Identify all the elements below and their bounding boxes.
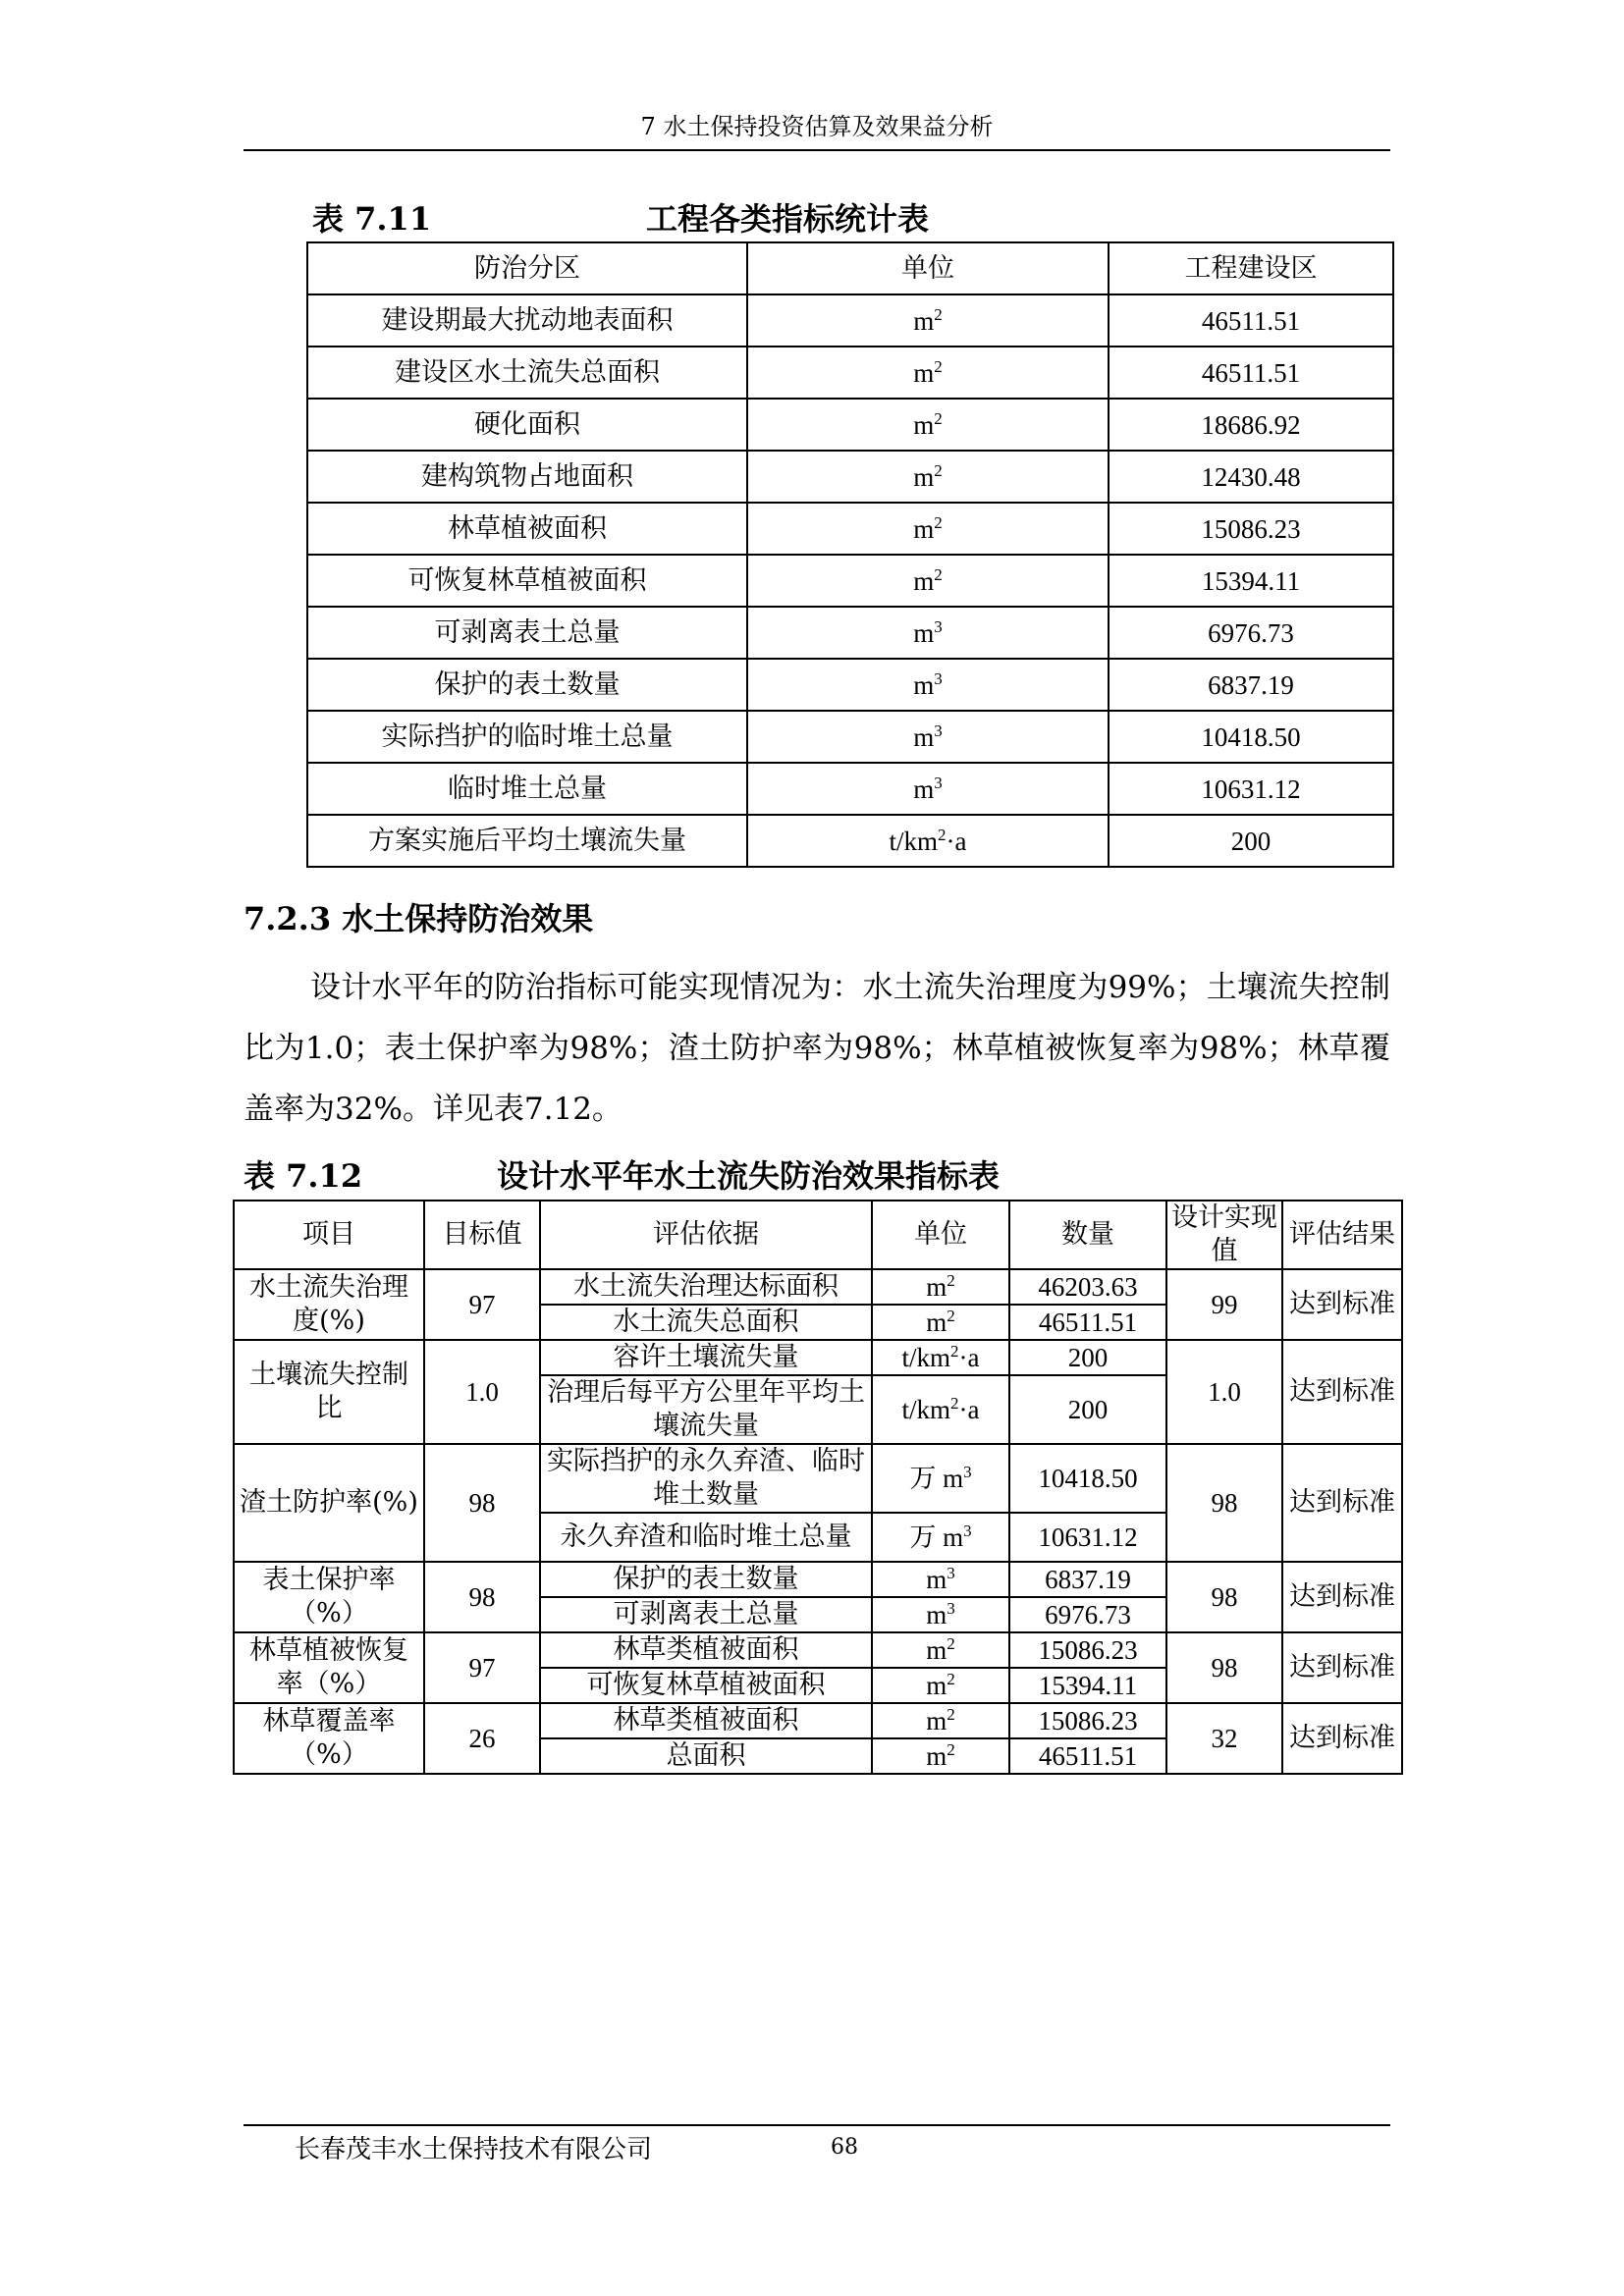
basis-quantity: 15086.23 bbox=[1009, 1703, 1166, 1738]
basis-quantity: 46511.51 bbox=[1009, 1738, 1166, 1774]
header-rule bbox=[244, 149, 1390, 151]
table-711-row bbox=[307, 659, 1393, 711]
unit-base: m bbox=[913, 409, 935, 440]
table-711 bbox=[306, 241, 1394, 868]
evaluation-basis: 水土流失总面积 bbox=[540, 1305, 872, 1340]
unit-base: m bbox=[926, 1308, 947, 1337]
page-number: 68 bbox=[831, 2135, 858, 2160]
unit-base: t/km bbox=[901, 1343, 951, 1372]
table-711-row bbox=[307, 555, 1393, 607]
basis-quantity: 6976.73 bbox=[1009, 1597, 1166, 1632]
indicator-unit bbox=[747, 659, 1109, 711]
unit-base: m bbox=[926, 1706, 947, 1735]
footer-rule bbox=[244, 2124, 1390, 2126]
basis-quantity: 6837.19 bbox=[1009, 1562, 1166, 1597]
unit-base: m bbox=[913, 565, 935, 596]
indicator-value: 18686.92 bbox=[1109, 399, 1393, 451]
indicator-unit bbox=[747, 347, 1109, 399]
table-711-row bbox=[307, 763, 1393, 815]
evaluation-basis: 可恢复林草植被面积 bbox=[540, 1668, 872, 1703]
basis-unit bbox=[872, 1597, 1009, 1632]
basis-quantity: 15394.11 bbox=[1009, 1668, 1166, 1703]
table-711-row bbox=[307, 451, 1393, 503]
basis-quantity: 46511.51 bbox=[1009, 1305, 1166, 1340]
unit-exponent: 3 bbox=[947, 1564, 955, 1582]
design-value: 32 bbox=[1166, 1703, 1282, 1774]
table-712-row bbox=[234, 1703, 1402, 1738]
unit-base: m bbox=[913, 669, 935, 700]
table-711-header-zone: 防治分区 bbox=[307, 242, 747, 294]
unit-base: m bbox=[913, 513, 935, 544]
table-712-header-row bbox=[234, 1201, 1402, 1269]
evaluation-result: 达到标准 bbox=[1282, 1632, 1402, 1703]
metric-target: 1.0 bbox=[424, 1340, 540, 1444]
metric-item: 林草覆盖率（%） bbox=[234, 1703, 424, 1774]
unit-base: m bbox=[926, 1272, 947, 1302]
table-712-header-target: 目标值 bbox=[424, 1201, 540, 1269]
evaluation-result: 达到标准 bbox=[1282, 1562, 1402, 1632]
metric-item: 渣土防护率(%) bbox=[234, 1444, 424, 1562]
basis-unit bbox=[872, 1513, 1009, 1562]
basis-quantity: 10418.50 bbox=[1009, 1444, 1166, 1513]
unit-base: t/km bbox=[901, 1395, 951, 1424]
unit-base: m bbox=[913, 305, 935, 336]
unit-exponent: 3 bbox=[934, 616, 943, 636]
basis-unit bbox=[872, 1668, 1009, 1703]
indicator-name: 林草植被面积 bbox=[307, 503, 747, 555]
table-711-row bbox=[307, 607, 1393, 659]
unit-base: 万 m bbox=[909, 1522, 964, 1552]
indicator-unit bbox=[747, 763, 1109, 815]
basis-unit bbox=[872, 1305, 1009, 1340]
metric-target: 98 bbox=[424, 1562, 540, 1632]
table-711-row bbox=[307, 399, 1393, 451]
unit-exponent: 2 bbox=[947, 1307, 955, 1325]
indicator-unit bbox=[747, 607, 1109, 659]
indicator-value: 12430.48 bbox=[1109, 451, 1393, 503]
basis-unit bbox=[872, 1703, 1009, 1738]
basis-unit bbox=[872, 1444, 1009, 1513]
metric-item: 水土流失治理度(%) bbox=[234, 1269, 424, 1340]
table-712-caption-title: 设计水平年水土流失防治效果指标表 bbox=[497, 1157, 1001, 1195]
metric-target: 26 bbox=[424, 1703, 540, 1774]
unit-exponent: 2 bbox=[947, 1271, 955, 1290]
metric-item: 表土保护率（%） bbox=[234, 1562, 424, 1632]
unit-base: m bbox=[926, 1565, 947, 1594]
basis-unit bbox=[872, 1738, 1009, 1774]
footer-company: 长春茂丰水土保持技术有限公司 bbox=[295, 2135, 653, 2164]
table-711-row bbox=[307, 815, 1393, 867]
unit-exponent: 3 bbox=[963, 1463, 972, 1481]
unit-exponent: 2 bbox=[947, 1740, 955, 1759]
evaluation-basis: 容许土壤流失量 bbox=[540, 1340, 872, 1375]
indicator-name: 保护的表土数量 bbox=[307, 659, 747, 711]
design-value: 98 bbox=[1166, 1444, 1282, 1562]
indicator-unit bbox=[747, 399, 1109, 451]
unit-exponent: 2 bbox=[947, 1670, 955, 1688]
indicator-unit bbox=[747, 815, 1109, 867]
table-711-caption-number: 表 7.11 bbox=[312, 200, 432, 238]
metric-item: 土壤流失控制比 bbox=[234, 1340, 424, 1444]
indicator-name: 硬化面积 bbox=[307, 399, 747, 451]
unit-exponent: 2 bbox=[947, 1705, 955, 1724]
basis-quantity: 10631.12 bbox=[1009, 1513, 1166, 1562]
basis-quantity: 15086.23 bbox=[1009, 1632, 1166, 1668]
unit-base: t/km bbox=[889, 826, 939, 856]
basis-unit bbox=[872, 1340, 1009, 1375]
unit-exponent: 2 bbox=[934, 304, 943, 324]
unit-base: m bbox=[913, 617, 935, 648]
basis-unit bbox=[872, 1632, 1009, 1668]
evaluation-result: 达到标准 bbox=[1282, 1444, 1402, 1562]
section-heading: 7.2.3 水土保持防治效果 bbox=[244, 900, 594, 937]
table-711-row bbox=[307, 503, 1393, 555]
unit-suffix: ·a bbox=[958, 1343, 980, 1372]
evaluation-basis: 保护的表土数量 bbox=[540, 1562, 872, 1597]
table-711-header-row bbox=[307, 242, 1393, 294]
table-712-caption-number: 表 7.12 bbox=[244, 1157, 363, 1195]
indicator-name: 可恢复林草植被面积 bbox=[307, 555, 747, 607]
table-711-caption bbox=[0, 199, 1624, 239]
unit-base: m bbox=[913, 774, 935, 804]
indicator-unit bbox=[747, 503, 1109, 555]
evaluation-basis: 林草类植被面积 bbox=[540, 1703, 872, 1738]
unit-exponent: 2 bbox=[934, 564, 943, 584]
indicator-name: 方案实施后平均土壤流失量 bbox=[307, 815, 747, 867]
indicator-unit bbox=[747, 555, 1109, 607]
table-711-header-area: 工程建设区 bbox=[1109, 242, 1393, 294]
unit-suffix: ·a bbox=[946, 826, 967, 856]
table-712-header-result: 评估结果 bbox=[1282, 1201, 1402, 1269]
evaluation-result: 达到标准 bbox=[1282, 1269, 1402, 1340]
design-value: 1.0 bbox=[1166, 1340, 1282, 1444]
table-712-row bbox=[234, 1340, 1402, 1375]
table-712-row bbox=[234, 1444, 1402, 1513]
design-value: 98 bbox=[1166, 1562, 1282, 1632]
page-header: 7 水土保持投资估算及效果益分析 bbox=[640, 113, 994, 140]
indicator-name: 可剥离表土总量 bbox=[307, 607, 747, 659]
unit-exponent: 2 bbox=[947, 1634, 955, 1653]
table-711-row bbox=[307, 347, 1393, 399]
metric-target: 98 bbox=[424, 1444, 540, 1562]
unit-exponent: 2 bbox=[950, 1394, 959, 1413]
evaluation-result: 达到标准 bbox=[1282, 1340, 1402, 1444]
design-value: 99 bbox=[1166, 1269, 1282, 1340]
indicator-value: 6976.73 bbox=[1109, 607, 1393, 659]
unit-exponent: 3 bbox=[947, 1599, 955, 1618]
indicator-name: 建构筑物占地面积 bbox=[307, 451, 747, 503]
basis-quantity: 200 bbox=[1009, 1340, 1166, 1375]
table-711-row bbox=[307, 711, 1393, 763]
indicator-value: 46511.51 bbox=[1109, 347, 1393, 399]
table-712-row bbox=[234, 1562, 1402, 1597]
design-value: 98 bbox=[1166, 1632, 1282, 1703]
unit-exponent: 2 bbox=[950, 1342, 959, 1361]
unit-exponent: 3 bbox=[934, 668, 943, 688]
unit-base: m bbox=[926, 1741, 947, 1771]
indicator-value: 10631.12 bbox=[1109, 763, 1393, 815]
evaluation-basis: 水土流失治理达标面积 bbox=[540, 1269, 872, 1305]
indicator-value: 15394.11 bbox=[1109, 555, 1393, 607]
table-712-header-basis: 评估依据 bbox=[540, 1201, 872, 1269]
table-712 bbox=[233, 1200, 1403, 1775]
basis-quantity: 200 bbox=[1009, 1375, 1166, 1444]
indicator-name: 临时堆土总量 bbox=[307, 763, 747, 815]
unit-exponent: 3 bbox=[934, 721, 943, 740]
indicator-value: 200 bbox=[1109, 815, 1393, 867]
unit-suffix: ·a bbox=[958, 1395, 980, 1424]
unit-base: m bbox=[913, 461, 935, 492]
table-712-header-design: 设计实现值 bbox=[1166, 1201, 1282, 1269]
evaluation-result: 达到标准 bbox=[1282, 1703, 1402, 1774]
indicator-name: 建设区水土流失总面积 bbox=[307, 347, 747, 399]
indicator-value: 10418.50 bbox=[1109, 711, 1393, 763]
table-712-header-quantity: 数量 bbox=[1009, 1201, 1166, 1269]
body-paragraph: 设计水平年的防治指标可能实现情况为：水土流失治理度为99%；土壤流失控制比为1.0；表土保护率为98%；渣土防护率为98%；林草植被恢复率为98%；林草覆盖率为32%。详见表7.12。 bbox=[244, 970, 1390, 1127]
unit-exponent: 2 bbox=[934, 408, 943, 428]
table-712-header-unit: 单位 bbox=[872, 1201, 1009, 1269]
basis-unit bbox=[872, 1375, 1009, 1444]
basis-quantity: 46203.63 bbox=[1009, 1269, 1166, 1305]
unit-base: m bbox=[913, 721, 935, 752]
table-711-header-unit: 单位 bbox=[747, 242, 1109, 294]
table-711-caption-title: 工程各类指标统计表 bbox=[646, 200, 930, 238]
indicator-name: 实际挡护的临时堆土总量 bbox=[307, 711, 747, 763]
unit-base: m bbox=[913, 357, 935, 388]
evaluation-basis: 实际挡护的永久弃渣、临时堆土数量 bbox=[540, 1444, 872, 1513]
evaluation-basis: 治理后每平方公里年平均土壤流失量 bbox=[540, 1375, 872, 1444]
table-712-header-item: 项目 bbox=[234, 1201, 424, 1269]
indicator-unit bbox=[747, 451, 1109, 503]
evaluation-basis: 永久弃渣和临时堆土总量 bbox=[540, 1513, 872, 1562]
indicator-unit bbox=[747, 711, 1109, 763]
evaluation-basis: 可剥离表土总量 bbox=[540, 1597, 872, 1632]
basis-unit bbox=[872, 1562, 1009, 1597]
unit-base: m bbox=[926, 1635, 947, 1665]
basis-unit bbox=[872, 1269, 1009, 1305]
metric-target: 97 bbox=[424, 1269, 540, 1340]
table-711-row bbox=[307, 294, 1393, 347]
unit-base: 万 m bbox=[909, 1464, 964, 1493]
indicator-value: 6837.19 bbox=[1109, 659, 1393, 711]
evaluation-basis: 总面积 bbox=[540, 1738, 872, 1774]
indicator-value: 15086.23 bbox=[1109, 503, 1393, 555]
unit-exponent: 2 bbox=[934, 460, 943, 480]
unit-base: m bbox=[926, 1671, 947, 1700]
table-712-row bbox=[234, 1269, 1402, 1305]
table-712-caption bbox=[0, 1156, 1624, 1196]
unit-exponent: 3 bbox=[963, 1522, 972, 1540]
indicator-name: 建设期最大扰动地表面积 bbox=[307, 294, 747, 347]
evaluation-basis: 林草类植被面积 bbox=[540, 1632, 872, 1668]
unit-exponent: 2 bbox=[934, 512, 943, 532]
indicator-value: 46511.51 bbox=[1109, 294, 1393, 347]
metric-target: 97 bbox=[424, 1632, 540, 1703]
table-712-row bbox=[234, 1632, 1402, 1668]
unit-exponent: 2 bbox=[938, 825, 947, 844]
unit-base: m bbox=[926, 1600, 947, 1629]
metric-item: 林草植被恢复率（%） bbox=[234, 1632, 424, 1703]
indicator-unit bbox=[747, 294, 1109, 347]
unit-exponent: 2 bbox=[934, 356, 943, 376]
unit-exponent: 3 bbox=[934, 773, 943, 792]
